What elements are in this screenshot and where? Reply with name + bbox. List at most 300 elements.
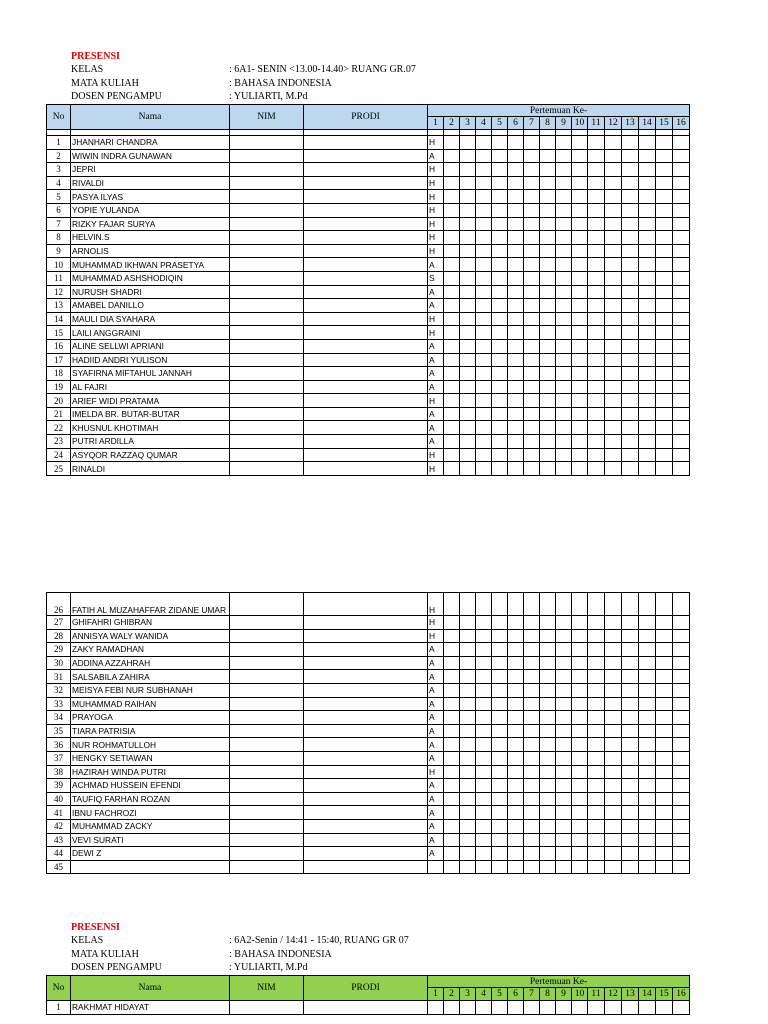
- row-number: 9: [47, 244, 71, 258]
- attendance-cell: [588, 231, 605, 245]
- attendance-cell: [673, 779, 690, 793]
- attendance-cell: [524, 217, 540, 231]
- attendance-cell: [540, 326, 556, 340]
- attendance-cell: [656, 1001, 673, 1015]
- attendance-cell: [508, 462, 524, 476]
- attendance-cell: [524, 462, 540, 476]
- attendance-cell: [492, 380, 508, 394]
- dosen-label: DOSEN PENGAMPU: [71, 91, 162, 103]
- attendance-status: H: [428, 448, 444, 462]
- header-nim: NIM: [230, 105, 304, 130]
- student-name: ASYQOR RAZZAQ QUMAR: [71, 448, 230, 462]
- attendance-status: H: [428, 176, 444, 190]
- attendance-cell: [622, 462, 639, 476]
- prodi-cell: [304, 203, 428, 217]
- attendance-cell: [492, 271, 508, 285]
- attendance-cell: [508, 312, 524, 326]
- attendance-status: H: [428, 217, 444, 231]
- table-row: [47, 860, 690, 874]
- attendance-cell: [622, 258, 639, 272]
- attendance-status: A: [428, 656, 444, 670]
- attendance-cell: [524, 724, 540, 738]
- attendance-cell: [622, 833, 639, 847]
- attendance-cell: [508, 176, 524, 190]
- attendance-cell: [556, 806, 572, 820]
- attendance-status: S: [428, 271, 444, 285]
- attendance-cell: [656, 258, 673, 272]
- attendance-cell: [572, 258, 588, 272]
- attendance-cell: [588, 683, 605, 697]
- row-number: 27: [47, 616, 71, 630]
- attendance-cell: [656, 136, 673, 150]
- table-row: [47, 462, 690, 476]
- attendance-cell: [639, 285, 656, 299]
- nim-cell: [230, 136, 304, 150]
- attendance-cell: [492, 285, 508, 299]
- table-row: [47, 779, 690, 793]
- attendance-cell: [556, 833, 572, 847]
- attendance-cell: [444, 751, 460, 765]
- attendance-cell: [524, 738, 540, 752]
- attendance-cell: [540, 616, 556, 630]
- attendance-status: H: [428, 190, 444, 204]
- table-row: [47, 806, 690, 820]
- attendance-cell: [605, 203, 622, 217]
- attendance-cell: [492, 217, 508, 231]
- attendance-cell: [508, 847, 524, 861]
- prodi-cell: [304, 407, 428, 421]
- attendance-cell: [605, 448, 622, 462]
- row-number: 32: [47, 683, 71, 697]
- attendance-cell: [673, 285, 690, 299]
- attendance-status: [428, 860, 444, 874]
- attendance-cell: [444, 394, 460, 408]
- nim-cell: [230, 176, 304, 190]
- attendance-cell: [605, 339, 622, 353]
- header-no: No: [47, 105, 71, 130]
- attendance-status: A: [428, 353, 444, 367]
- attendance-cell: [622, 136, 639, 150]
- attendance-cell: [572, 593, 588, 616]
- nim-cell: [230, 407, 304, 421]
- attendance-cell: [460, 312, 476, 326]
- attendance-cell: [639, 847, 656, 861]
- attendance-cell: [673, 190, 690, 204]
- attendance-cell: [492, 593, 508, 616]
- attendance-cell: [460, 819, 476, 833]
- attendance-cell: [476, 860, 492, 874]
- student-name: ACHMAD HUSSEIN EFENDI: [71, 779, 230, 793]
- row-number: 13: [47, 299, 71, 313]
- attendance-cell: [605, 847, 622, 861]
- attendance-cell: [540, 711, 556, 725]
- attendance-cell: [524, 751, 540, 765]
- attendance-cell: [656, 339, 673, 353]
- attendance-cell: [556, 819, 572, 833]
- attendance-cell: [540, 643, 556, 657]
- dosen-value-2: : YULIARTI, M.Pd: [229, 962, 308, 974]
- attendance-cell: [656, 312, 673, 326]
- attendance-cell: [605, 299, 622, 313]
- attendance-cell: [444, 163, 460, 177]
- student-name: MEISYA FEBI NUR SUBHANAH: [71, 683, 230, 697]
- prodi-cell: [304, 847, 428, 861]
- meeting-header-s3-5: 5: [492, 988, 508, 1001]
- attendance-cell: [492, 339, 508, 353]
- row-number: 18: [47, 367, 71, 381]
- attendance-cell: [605, 1001, 622, 1015]
- attendance-cell: [622, 847, 639, 861]
- prodi-cell: [304, 670, 428, 684]
- attendance-cell: [524, 258, 540, 272]
- attendance-cell: [476, 643, 492, 657]
- attendance-cell: [605, 353, 622, 367]
- nim-cell: [230, 462, 304, 476]
- attendance-cell: [605, 435, 622, 449]
- attendance-cell: [622, 312, 639, 326]
- student-name: WIWIN INDRA GUNAWAN: [71, 149, 230, 163]
- attendance-cell: [588, 697, 605, 711]
- attendance-cell: [524, 616, 540, 630]
- attendance-cell: [588, 421, 605, 435]
- attendance-cell: [588, 136, 605, 150]
- prodi-cell: [304, 629, 428, 643]
- attendance-status: A: [428, 367, 444, 381]
- nim-cell: [230, 435, 304, 449]
- attendance-cell: [524, 312, 540, 326]
- nim-cell: [230, 448, 304, 462]
- attendance-cell: [492, 806, 508, 820]
- attendance-cell: [524, 190, 540, 204]
- row-number: 5: [47, 190, 71, 204]
- attendance-cell: [444, 765, 460, 779]
- student-name: SYAFIRNA MIFTAHUL JANNAH: [71, 367, 230, 381]
- row-number: 35: [47, 724, 71, 738]
- attendance-cell: [444, 819, 460, 833]
- attendance-cell: [524, 792, 540, 806]
- attendance-cell: [556, 683, 572, 697]
- attendance-cell: [556, 435, 572, 449]
- table-row: [47, 670, 690, 684]
- attendance-status: A: [428, 339, 444, 353]
- attendance-cell: [656, 407, 673, 421]
- attendance-cell: [444, 190, 460, 204]
- row-number: 14: [47, 312, 71, 326]
- attendance-cell: [605, 163, 622, 177]
- attendance-cell: [476, 149, 492, 163]
- attendance-cell: [556, 203, 572, 217]
- table-row: [47, 231, 690, 245]
- attendance-cell: [673, 724, 690, 738]
- meeting-header-s1-9: 9: [556, 117, 572, 130]
- row-number: 25: [47, 462, 71, 476]
- attendance-cell: [476, 258, 492, 272]
- attendance-cell: [444, 407, 460, 421]
- attendance-cell: [639, 448, 656, 462]
- attendance-cell: [639, 738, 656, 752]
- attendance-cell: [460, 367, 476, 381]
- attendance-cell: [556, 407, 572, 421]
- attendance-cell: [639, 176, 656, 190]
- attendance-cell: [508, 643, 524, 657]
- attendance-cell: [605, 380, 622, 394]
- attendance-cell: [508, 593, 524, 616]
- nim-cell: [230, 656, 304, 670]
- attendance-cell: [524, 380, 540, 394]
- attendance-cell: [540, 190, 556, 204]
- attendance-cell: [673, 326, 690, 340]
- attendance-cell: [622, 765, 639, 779]
- attendance-cell: [673, 394, 690, 408]
- table-row: [47, 163, 690, 177]
- attendance-cell: [588, 792, 605, 806]
- attendance-cell: [460, 751, 476, 765]
- attendance-cell: [622, 656, 639, 670]
- attendance-cell: [572, 244, 588, 258]
- attendance-cell: [572, 367, 588, 381]
- attendance-cell: [622, 353, 639, 367]
- header-pertemuan: Pertemuan Ke-: [428, 105, 690, 117]
- attendance-cell: [460, 847, 476, 861]
- attendance-cell: [492, 312, 508, 326]
- attendance-cell: [540, 819, 556, 833]
- attendance-cell: [605, 670, 622, 684]
- attendance-cell: [656, 860, 673, 874]
- prodi-cell: [304, 326, 428, 340]
- attendance-cell: [492, 163, 508, 177]
- attendance-cell: [656, 833, 673, 847]
- attendance-cell: [540, 833, 556, 847]
- attendance-cell: [588, 407, 605, 421]
- attendance-cell: [656, 326, 673, 340]
- attendance-cell: [605, 217, 622, 231]
- attendance-cell: [492, 724, 508, 738]
- attendance-cell: [556, 271, 572, 285]
- nim-cell: [230, 670, 304, 684]
- attendance-cell: [588, 670, 605, 684]
- table-row: [47, 217, 690, 231]
- attendance-cell: [622, 176, 639, 190]
- attendance-cell: [556, 860, 572, 874]
- attendance-cell: [656, 353, 673, 367]
- attendance-cell: [476, 462, 492, 476]
- attendance-cell: [588, 258, 605, 272]
- attendance-cell: [572, 1001, 588, 1015]
- meeting-header-s1-3: 3: [460, 117, 476, 130]
- attendance-cell: [639, 670, 656, 684]
- attendance-status: A: [428, 819, 444, 833]
- attendance-cell: [588, 394, 605, 408]
- student-name: KHUSNUL KHOTIMAH: [71, 421, 230, 435]
- attendance-cell: [460, 326, 476, 340]
- prodi-cell: [304, 792, 428, 806]
- attendance-cell: [572, 217, 588, 231]
- attendance-cell: [673, 231, 690, 245]
- attendance-cell: [444, 149, 460, 163]
- table-row: [47, 847, 690, 861]
- student-name: ADDINA AZZAHRAH: [71, 656, 230, 670]
- attendance-cell: [444, 421, 460, 435]
- attendance-cell: [524, 779, 540, 793]
- table-row: [47, 367, 690, 381]
- attendance-cell: [605, 462, 622, 476]
- attendance-status: A: [428, 779, 444, 793]
- student-name: TAUFIQ FARHAN ROZAN: [71, 792, 230, 806]
- attendance-cell: [622, 203, 639, 217]
- attendance-cell: [524, 593, 540, 616]
- attendance-cell: [572, 697, 588, 711]
- attendance-cell: [524, 285, 540, 299]
- prodi-cell: [304, 244, 428, 258]
- attendance-cell: [540, 860, 556, 874]
- attendance-cell: [540, 629, 556, 643]
- prodi-cell: [304, 697, 428, 711]
- attendance-cell: [572, 751, 588, 765]
- student-name: MUHAMMAD IKHWAN PRASETYA: [71, 258, 230, 272]
- attendance-cell: [622, 806, 639, 820]
- attendance-cell: [540, 203, 556, 217]
- attendance-cell: [588, 326, 605, 340]
- attendance-cell: [639, 751, 656, 765]
- attendance-cell: [460, 299, 476, 313]
- attendance-cell: [492, 670, 508, 684]
- attendance-cell: [588, 299, 605, 313]
- attendance-cell: [673, 697, 690, 711]
- meeting-header-s1-16: 16: [673, 117, 690, 130]
- attendance-cell: [622, 751, 639, 765]
- attendance-cell: [524, 711, 540, 725]
- attendance-cell: [540, 394, 556, 408]
- attendance-cell: [656, 394, 673, 408]
- attendance-cell: [673, 738, 690, 752]
- attendance-cell: [540, 136, 556, 150]
- table-row: [47, 435, 690, 449]
- attendance-cell: [622, 616, 639, 630]
- attendance-cell: [540, 367, 556, 381]
- attendance-cell: [673, 407, 690, 421]
- attendance-cell: [556, 847, 572, 861]
- attendance-cell: [605, 765, 622, 779]
- attendance-cell: [524, 203, 540, 217]
- attendance-cell: [460, 163, 476, 177]
- attendance-cell: [639, 656, 656, 670]
- attendance-cell: [460, 448, 476, 462]
- attendance-cell: [460, 860, 476, 874]
- table-row: [47, 683, 690, 697]
- attendance-cell: [588, 312, 605, 326]
- attendance-cell: [508, 136, 524, 150]
- table-row: [47, 394, 690, 408]
- attendance-cell: [460, 271, 476, 285]
- attendance-cell: [588, 339, 605, 353]
- attendance-cell: [556, 299, 572, 313]
- row-number: 1: [47, 1001, 71, 1015]
- attendance-cell: [476, 190, 492, 204]
- row-number: 38: [47, 765, 71, 779]
- table-row: [47, 271, 690, 285]
- header-nim-2: NIM: [230, 976, 304, 1001]
- attendance-cell: [639, 819, 656, 833]
- attendance-cell: [524, 765, 540, 779]
- attendance-cell: [476, 806, 492, 820]
- matkul-value-2: : BAHASA INDONESIA: [229, 948, 332, 960]
- attendance-cell: [588, 176, 605, 190]
- attendance-cell: [572, 683, 588, 697]
- attendance-cell: [540, 738, 556, 752]
- student-name: IBNU FACHROZI: [71, 806, 230, 820]
- attendance-cell: [540, 697, 556, 711]
- student-name: RIZKY FAJAR SURYA: [71, 217, 230, 231]
- attendance-cell: [588, 380, 605, 394]
- attendance-cell: [460, 190, 476, 204]
- attendance-status: H: [428, 326, 444, 340]
- attendance-cell: [588, 435, 605, 449]
- attendance-cell: [476, 367, 492, 381]
- attendance-cell: [508, 231, 524, 245]
- attendance-cell: [639, 462, 656, 476]
- attendance-cell: [605, 833, 622, 847]
- attendance-cell: [460, 656, 476, 670]
- attendance-status: H: [428, 312, 444, 326]
- header-pertemuan-2: Pertemuan Ke-: [428, 976, 690, 988]
- nim-cell: [230, 285, 304, 299]
- prodi-cell: [304, 462, 428, 476]
- attendance-cell: [556, 1001, 572, 1015]
- attendance-cell: [556, 217, 572, 231]
- meeting-header-s3-11: 11: [588, 988, 605, 1001]
- attendance-cell: [444, 326, 460, 340]
- attendance-cell: [492, 779, 508, 793]
- prodi-cell: [304, 593, 428, 616]
- nim-cell: [230, 616, 304, 630]
- attendance-cell: [492, 847, 508, 861]
- attendance-cell: [540, 792, 556, 806]
- attendance-cell: [524, 629, 540, 643]
- attendance-cell: [444, 779, 460, 793]
- meeting-header-s3-6: 6: [508, 988, 524, 1001]
- attendance-cell: [492, 765, 508, 779]
- attendance-cell: [622, 697, 639, 711]
- attendance-cell: [476, 847, 492, 861]
- attendance-cell: [476, 271, 492, 285]
- attendance-status: A: [428, 380, 444, 394]
- attendance-cell: [622, 738, 639, 752]
- attendance-cell: [673, 643, 690, 657]
- attendance-cell: [556, 670, 572, 684]
- nim-cell: [230, 833, 304, 847]
- attendance-cell: [605, 629, 622, 643]
- attendance-cell: [508, 421, 524, 435]
- table-row: [47, 738, 690, 752]
- attendance-cell: [588, 629, 605, 643]
- attendance-cell: [622, 231, 639, 245]
- attendance-status: A: [428, 711, 444, 725]
- attendance-cell: [639, 765, 656, 779]
- attendance-cell: [622, 163, 639, 177]
- row-number: 42: [47, 819, 71, 833]
- attendance-cell: [476, 163, 492, 177]
- attendance-cell: [572, 711, 588, 725]
- row-number: 43: [47, 833, 71, 847]
- attendance-cell: [492, 448, 508, 462]
- attendance-cell: [444, 176, 460, 190]
- attendance-cell: [673, 462, 690, 476]
- attendance-cell: [622, 271, 639, 285]
- attendance-status: A: [428, 258, 444, 272]
- row-number: 15: [47, 326, 71, 340]
- row-number: 16: [47, 339, 71, 353]
- attendance-cell: [572, 643, 588, 657]
